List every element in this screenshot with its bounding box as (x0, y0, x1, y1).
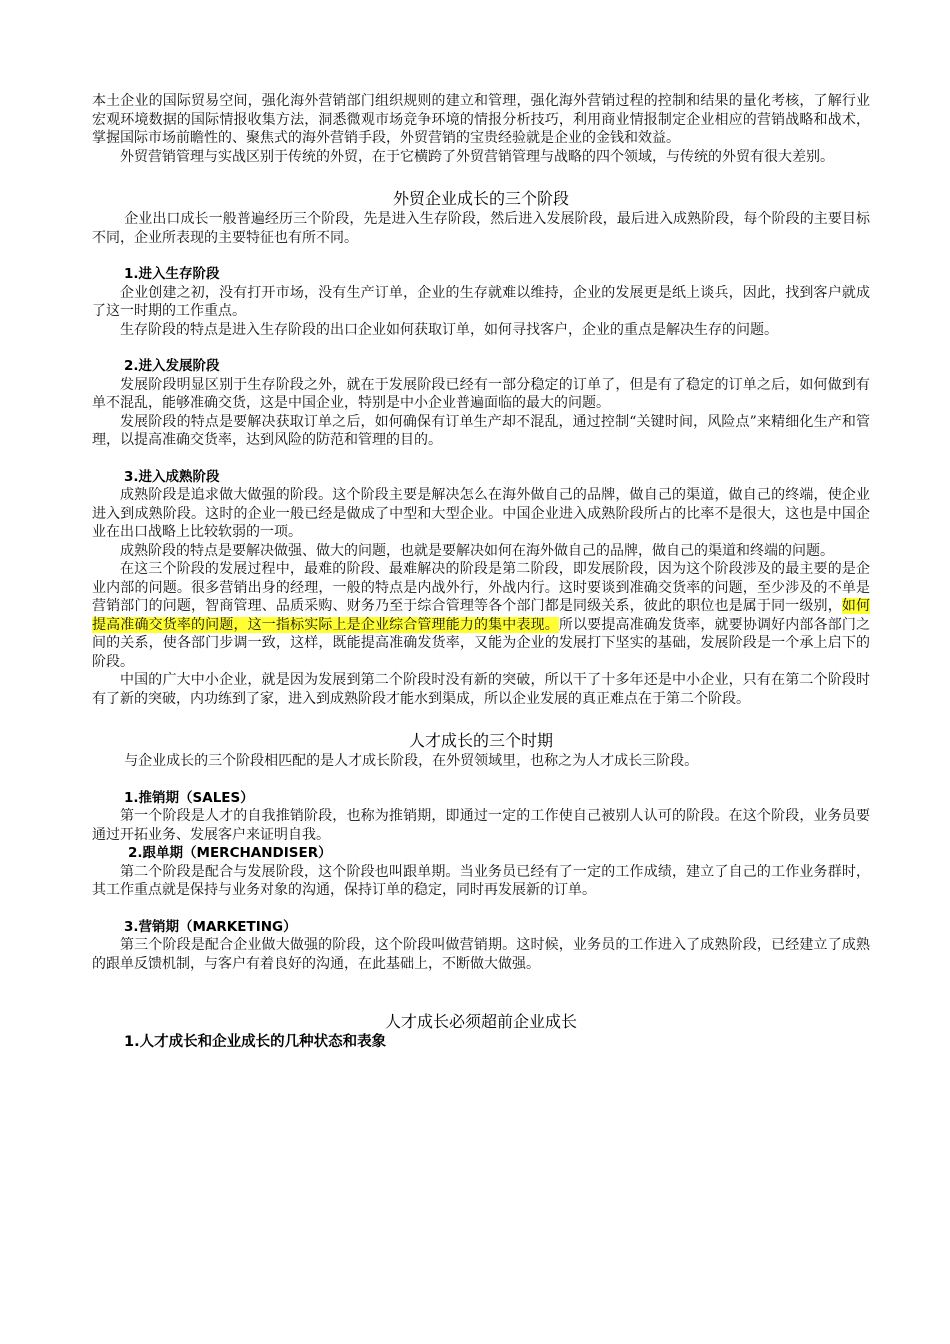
stage1-paragraph-1: 企业创建之初，没有打开市场，没有生产订单，企业的生存就难以维持，企业的发展更是纸上谈兵，因此，找到客户就成了这一时期的工作重点。 (92, 284, 870, 319)
stage2-paragraph-2: 发展阶段的特点是要解决获取订单之后，如何确保有订单生产却不混乱，通过控制“关键时间，风险点”来精细化生产和管理，以提高准确交货率，达到风险的防范和管理的目的。 (92, 413, 870, 448)
period2-heading: 2.跟单期（MERCHANDISER） (128, 845, 332, 861)
stage3-p3-text-before: 在这三个阶段的发展过程中，最难的阶段、最难解决的阶段是第二阶段，即发展阶段，因为这个阶段涉及的最主要的是企业内部的问题。很多营销出身的经理，一般的特点是内战外行，外战内行。这时要谈到准确交货率的问题，至少涉及的不单是营销部门的问题，智商管理、品质采购、财务乃至于综合管理等各个部门都是同级关系，彼此的职位也是属于同一级别， (92, 561, 870, 614)
section3-subheading: 1.人才成长和企业成长的几种状态和表象 (124, 1034, 387, 1050)
highlighted-text: 如何提高准确交货率的问题，这一指标实际上是企业综合管理能力的集中表现。 (92, 598, 871, 633)
period1-heading: 1.推销期（SALES） (124, 789, 254, 806)
stage2-paragraph-1: 发展阶段明显区别于生存阶段之外，就在于发展阶段已经有一部分稳定的订单了，但是有了稳定的订单之后，如何做到有单不混乱，能够准确交货，这是中国企业，特别是中小企业普遍面临的最大的问题。 (92, 376, 870, 411)
stage3-p3-text-after: 所以要提高准确发货率，就要协调好内部各部门之间的关系，使各部门步调一致，这样，既能提高准确发货率，又能为企业的发展打下坚实的基础，发展阶段是一个承上启下的阶段。 (92, 616, 871, 670)
period3-paragraph: 第三个阶段是配合企业做大做强的阶段，这个阶段叫做营销期。这时候，业务员的工作进入了成熟阶段，已经建立了成熟的跟单反馈机制，与客户有着良好的沟通，在此基础上，不断做大做强。 (92, 937, 870, 972)
stage3-paragraph-3 (92, 560, 870, 671)
intro-paragraph-1: 本土企业的国际贸易空间，强化海外营销部门组织规则的建立和管理，强化海外营销过程的控制和结果的量化考核，了解行业宏观环境数据的国际情报收集方法，洞悉微观市场竞争环境的情报分析技巧，利用商业情报制定企业相应的营销战略和战术，掌握国际市场前瞻性的、聚焦式的海外营销手段，外贸营销的宝贵经验就是企业的金钱和效益。 (92, 93, 870, 146)
stage2-heading: 2.进入发展阶段 (124, 358, 220, 374)
section-title-talent-ahead: 人才成长必须超前企业成长 (384, 1012, 577, 1031)
section-title-talent-periods: 人才成长的三个时期 (408, 731, 553, 750)
section1-lead: 企业出口成长一般普遍经历三个阶段，先是进入生存阶段，然后进入发展阶段，最后进入成熟阶段，每个阶段的主要目标不同，企业所表现的主要特征也有所不同。 (92, 211, 870, 246)
period3-heading: 3.营销期（MARKETING） (124, 918, 297, 935)
intro-paragraph-2: 外贸营销管理与实战区别于传统的外贸，在于它横跨了外贸营销管理与战略的四个领域，与传统的外贸有很大差别。 (120, 148, 834, 165)
section2-lead: 与企业成长的三个阶段相匹配的是人才成长阶段，在外贸领域里，也称之为人才成长三阶段。 (124, 753, 699, 769)
stage3-paragraph-2: 成熟阶段的特点是要解决做强、做大的问题，也就是要解决如何在海外做自己的品牌，做自己的渠道和终端的问题。 (120, 542, 834, 559)
stage1-paragraph-2: 生存阶段的特点是进入生存阶段的出口企业如何获取订单，如何寻找客户，企业的重点是解决生存的问题。 (120, 321, 778, 338)
section-title-enterprise-stages: 外贸企业成长的三个阶段 (392, 189, 569, 208)
stage3-paragraph-1: 成熟阶段是追求做大做强的阶段。这个阶段主要是解决怎么在海外做自己的品牌，做自己的渠道，做自己的终端，使企业进入到成熟阶段。这时的企业一般已经是做成了中型和大型企业。中国企业进入成熟阶段所占的比率不是很大，这也是中国企业在出口战略上比较软弱的一项。 (92, 487, 870, 540)
period2-paragraph: 第二个阶段是配合与发展阶段，这个阶段也叫跟单期。当业务员已经有了一定的工作成绩，建立了自己的工作业务群时，其工作重点就是保持与业务对象的沟通，保持订单的稳定，同时再发展新的订单。 (92, 863, 870, 898)
stage1-heading: 1.进入生存阶段 (124, 266, 220, 282)
period1-paragraph: 第一个阶段是人才的自我推销阶段，也称为推销期，即通过一定的工作使自己被别人认可的阶段。在这个阶段，业务员要通过开拓业务、发展客户来证明自我。 (92, 808, 870, 843)
stage3-paragraph-4: 中国的广大中小企业，就是因为发展到第二个阶段时没有新的突破，所以干了十多年还是中小企业，只有在第二个阶段时有了新的突破，内功练到了家，进入到成熟阶段才能水到渠成，所以企业发展的真正难点在于第二个阶段。 (92, 672, 870, 707)
stage3-heading: 3.进入成熟阶段 (124, 468, 220, 485)
